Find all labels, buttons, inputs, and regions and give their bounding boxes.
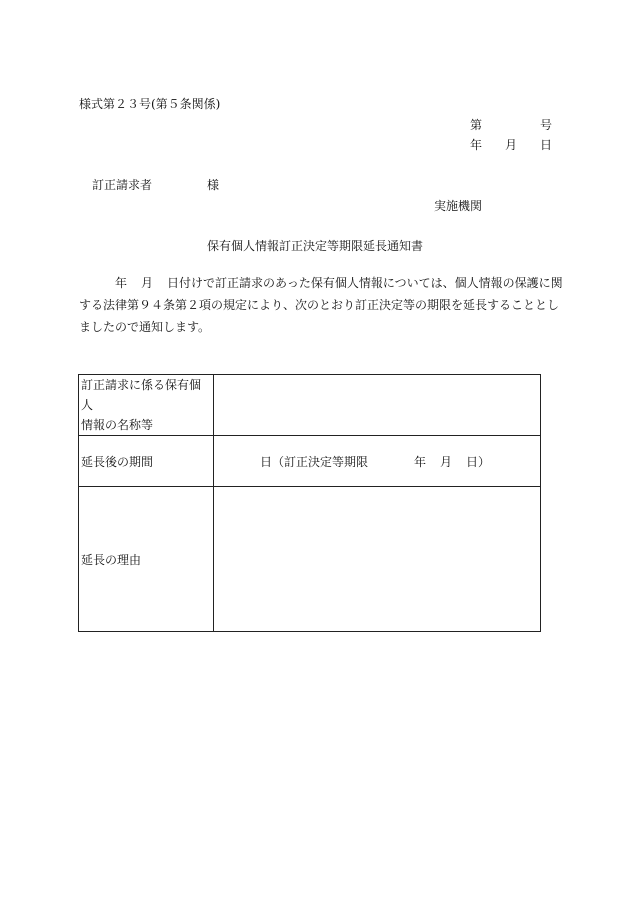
document-number-suffix: 号 [540, 118, 553, 132]
addressee-honorific: 様 [207, 178, 220, 192]
info-name-value-cell[interactable] [214, 375, 541, 436]
extension-reason-value-cell[interactable] [214, 487, 541, 632]
extension-form-table [78, 374, 541, 632]
info-name-label-line-2: 情報の名称等 [81, 418, 154, 432]
issue-date-day: 日 [540, 138, 553, 152]
issuer-label: 実施機関 [434, 199, 483, 213]
period-close: 日） [466, 454, 491, 469]
table-row [79, 436, 541, 487]
issue-date-year: 年 [470, 138, 483, 152]
period-year: 年 [414, 454, 427, 469]
body-year: 年 [115, 276, 128, 290]
period-day: 日（訂正決定等期限 [260, 454, 369, 469]
body-line-1 [79, 276, 563, 290]
body-line-3: ましたので通知します。 [79, 320, 211, 334]
extended-period-value-cell[interactable] [214, 436, 541, 487]
body-line-2: する法律第９４条第２項の規定により、次のとおり訂正決定等の期限を延長することとし [79, 298, 560, 312]
info-name-label-line-1: 訂正請求に係る保有個人 [81, 378, 202, 412]
body-month: 月 [141, 276, 154, 290]
extended-period-label: 延長後の期間 [79, 436, 214, 487]
document-title: 保有個人情報訂正決定等期限延長通知書 [206, 239, 423, 253]
info-name-label-cell [79, 375, 214, 436]
issue-date-month: 月 [505, 138, 518, 152]
table-row [79, 487, 541, 632]
table-row [79, 375, 541, 436]
extension-reason-label: 延長の理由 [79, 487, 214, 632]
form-number: 様式第２３号(第５条関係) [79, 97, 221, 111]
addressee-label: 訂正請求者 [92, 178, 153, 192]
body-line-1-text: 日付けで訂正請求のあった保有個人情報については、個人情報の保護に関 [167, 276, 563, 290]
period-month: 月 [440, 454, 453, 469]
document-number-prefix: 第 [470, 118, 483, 132]
